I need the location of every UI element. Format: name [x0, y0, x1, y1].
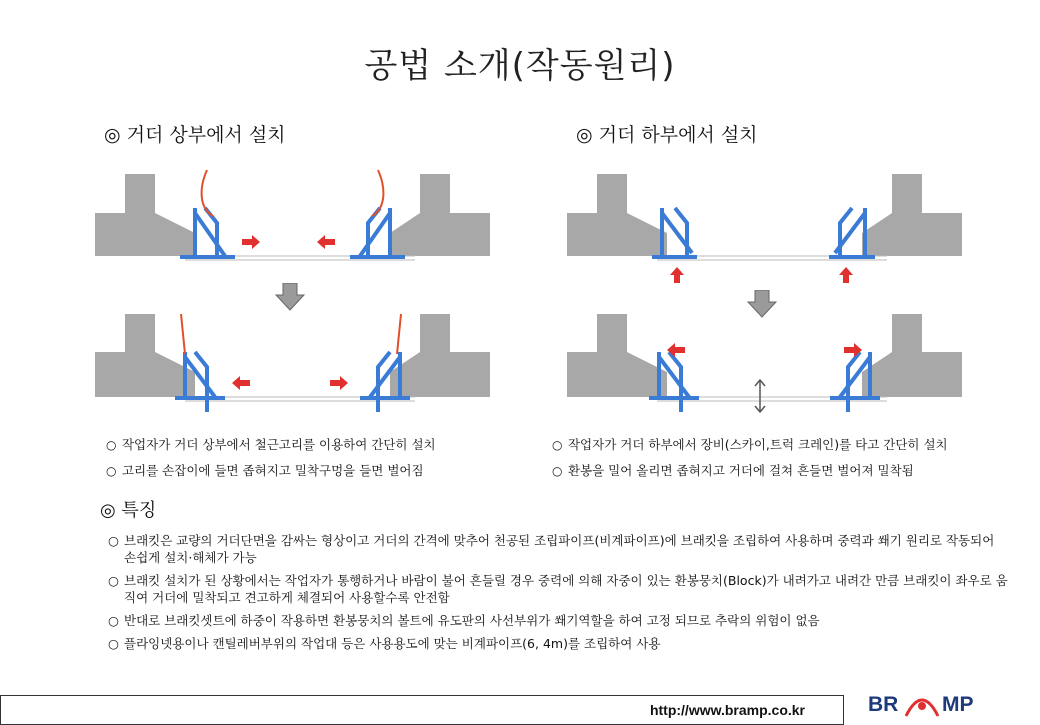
list-item: ○ 작업자가 거더 상부에서 철근고리를 이용하여 간단히 설치 — [106, 437, 436, 452]
arrow-up-red-left — [670, 267, 684, 283]
left-section-heading: ◎ 거더 상부에서 설치 — [104, 124, 286, 146]
right-section-heading: ◎ 거더 하부에서 설치 — [576, 124, 758, 146]
features-list — [108, 532, 1008, 658]
vertical-double-arrow-icon — [755, 380, 765, 412]
logo-arch-icon — [904, 690, 940, 718]
list-item: ○ 브래킷 설치가 된 상황에서는 작업자가 통행하거나 바람이 불어 흔들릴 경우 중력에 의해 자중이 있는 환봉뭉치(Block)가 내려가고 내려간 만큼 브래킷이 좌우로 움직여 거더에 밀착되고 견고하게 체결되어 사용할수록 안전함 — [108, 573, 1008, 605]
arrow-up-red-right — [839, 267, 853, 283]
right-notes — [552, 432, 948, 484]
diagram-bottom-install-after — [567, 312, 962, 417]
diagram-top-install-before — [95, 168, 490, 268]
down-arrow-icon — [275, 283, 305, 311]
girder-left — [95, 174, 195, 256]
page-title: 공법 소개(작동원리) — [364, 46, 676, 86]
arrow-left-red — [317, 235, 335, 249]
website-link[interactable]: http://www.bramp.co.kr — [649, 702, 805, 718]
girder-right — [390, 174, 490, 256]
diagram-bottom-install-before — [567, 168, 962, 288]
list-item: ○ 환봉을 밀어 올리면 좁혀지고 거더에 걸쳐 흔들면 벌어져 밀착됨 — [552, 463, 914, 478]
list-item: ○ 고리를 손잡이에 들면 좁혀지고 밀착구멍을 들면 벌어짐 — [106, 463, 424, 478]
bramp-logo: BR MP — [868, 690, 1008, 718]
arrow-right-red — [242, 235, 260, 249]
list-item: ○ 플라잉넷용이나 캔틸레버부위의 작업대 등은 사용용도에 맞는 비계파이프(6, 4m)를 조립하여 사용 — [108, 636, 661, 651]
list-item: ○ 반대로 브래킷셋트에 하중이 작용하면 환봉뭉치의 볼트에 유도판의 사선부위가 쐐기역할을 하여 고정 되므로 추락의 위험이 없음 — [108, 613, 820, 628]
list-item: ○ 작업자가 거더 하부에서 장비(스카이,트럭 크레인)를 타고 간단히 설치 — [552, 437, 948, 452]
features-heading: ◎ 특징 — [100, 500, 157, 521]
diagram-top-install-after — [95, 312, 490, 417]
footer-bar — [0, 695, 844, 725]
list-item: ○ 브래킷은 교량의 거더단면을 감싸는 형상이고 거더의 간격에 맞추어 천공된 조립파이프(비계파이프)에 브래킷을 조립하여 사용하며 중력과 쐐기 원리로 작동되어 손쉽게 설치·해체가 가능 — [108, 533, 995, 565]
left-notes — [106, 432, 436, 484]
